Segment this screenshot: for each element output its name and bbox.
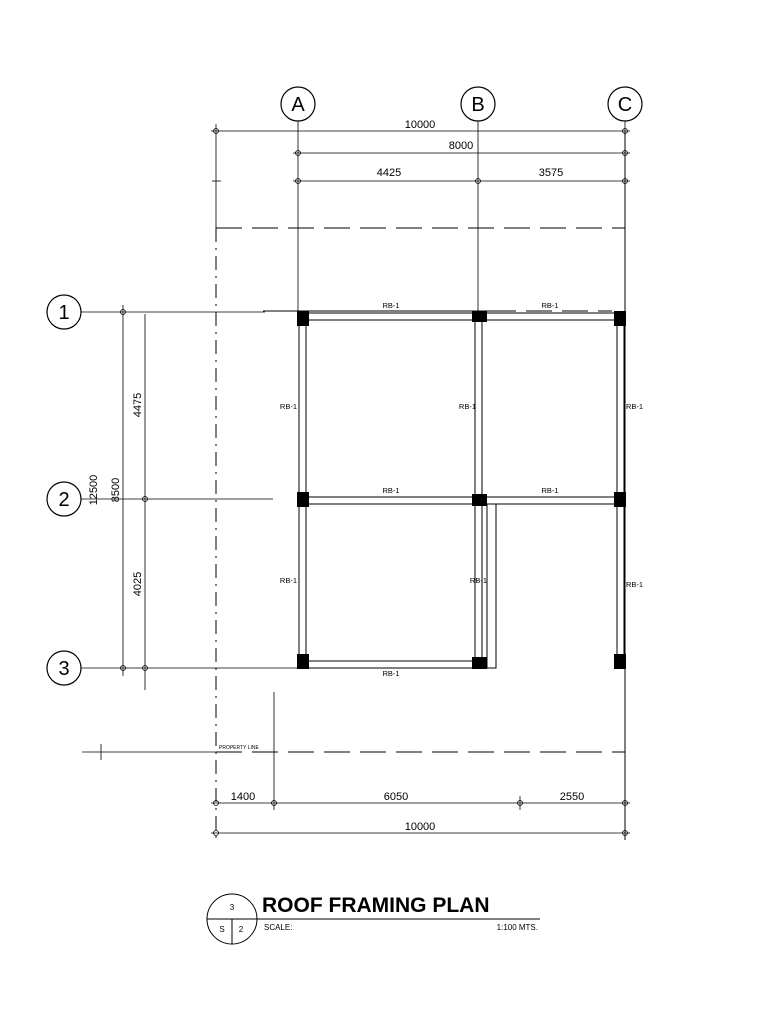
grid-label-1: 1 (58, 302, 70, 324)
beam-label-row3-ab: RB-1 (382, 669, 400, 678)
beam-edge-b (487, 504, 496, 668)
beam-col-c (617, 313, 624, 668)
dim-left-12: 4475 (132, 392, 144, 418)
detail-number: 3 (229, 903, 235, 912)
beam-row-3 (298, 661, 487, 668)
grid-lines (81, 121, 625, 668)
dim-bottom-seg3: 2550 (559, 791, 585, 803)
grid-label-a: A (291, 94, 305, 116)
beam-label-colb-23: RB-1 (469, 576, 487, 585)
beam-label-colc-23: RB-1 (626, 580, 644, 589)
grid-label-3: 3 (58, 658, 70, 680)
column-c2 (614, 492, 626, 507)
dim-left-overall: 12500 (88, 474, 100, 506)
grid-bubble-b (461, 87, 495, 121)
dim-top-ab: 4425 (376, 167, 402, 179)
grid-label-b: B (471, 94, 485, 116)
column-a1 (297, 311, 309, 326)
title-block (207, 894, 540, 944)
grid-bubble-3 (47, 651, 81, 685)
property-line-label: PROPERTY LINE (219, 745, 259, 751)
column-c1 (614, 311, 626, 326)
columns (297, 311, 626, 669)
beam-label-colb-12: RB-1 (458, 402, 476, 411)
column-a3 (297, 654, 309, 669)
beam-label-row1-bc: RB-1 (541, 301, 559, 310)
beam-labels (280, 301, 643, 678)
dim-top-overall: 10000 (404, 119, 436, 131)
grid-bubble-2 (47, 482, 81, 516)
beam-label-cola-23: RB-1 (279, 576, 297, 585)
top-dimensions (211, 119, 630, 230)
drawing-title: ROOF FRAMING PLAN (262, 894, 490, 917)
scale-label: SCALE: (264, 923, 293, 932)
column-b1 (472, 311, 487, 322)
dim-left-13: 8500 (110, 477, 122, 503)
column-b2 (472, 494, 487, 506)
grid-label-2: 2 (58, 489, 70, 511)
beam-label-row2-bc: RB-1 (541, 486, 559, 495)
beam-col-b (475, 313, 482, 668)
beam-row-1 (298, 313, 625, 320)
column-b3 (472, 657, 487, 669)
dim-bottom-seg2: 6050 (383, 791, 409, 803)
dim-top-bc: 3575 (538, 167, 564, 179)
scale-value: 1:100 MTS. (496, 923, 538, 932)
dim-bottom-seg1: 1400 (230, 791, 256, 803)
column-a2 (297, 492, 309, 507)
beam-col-a (299, 313, 306, 668)
beam-label-colc-12: RB-1 (626, 402, 644, 411)
beam-label-row1-ab: RB-1 (382, 301, 400, 310)
roof-beams (263, 311, 625, 668)
dim-bottom-overall: 10000 (404, 821, 436, 833)
sheet-number: 2 (238, 925, 244, 934)
beam-row-2 (298, 497, 625, 504)
grid-label-c: C (617, 94, 633, 116)
beam-label-cola-12: RB-1 (279, 402, 297, 411)
column-c3 (614, 654, 626, 669)
grid-bubble-1 (47, 295, 81, 329)
grid-bubble-a (281, 87, 315, 121)
grid-bubble-c (608, 87, 642, 121)
beam-label-row2-ab: RB-1 (382, 486, 400, 495)
sheet-prefix: S (219, 925, 225, 934)
dim-top-ac: 8000 (448, 140, 474, 152)
dim-left-23: 4025 (132, 571, 144, 597)
bottom-dimensions (211, 692, 630, 836)
left-dimensions (88, 305, 148, 690)
